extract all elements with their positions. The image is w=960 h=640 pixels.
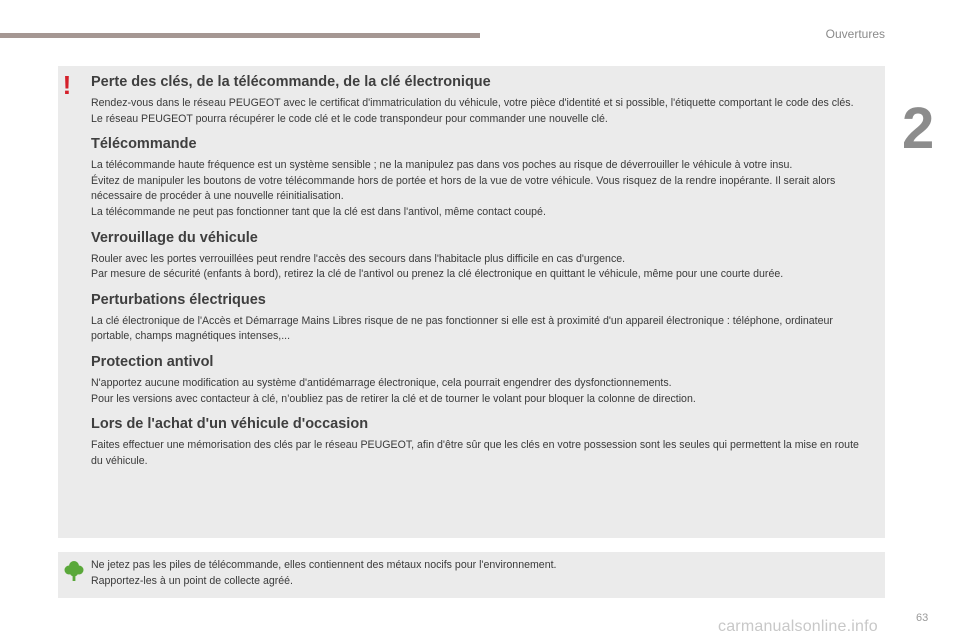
eco-paragraph: Rapportez-les à un point de collecte agréé. xyxy=(91,574,293,587)
section-paragraph: Faites effectuer une mémorisation des clés par le réseau PEUGEOT, afin d'être sûr que les clés en votre possession sont les seules qui permettent la mise en route du véhicule. xyxy=(91,439,859,467)
section-title: Ouvertures xyxy=(825,27,885,41)
page-number: 63 xyxy=(916,612,929,624)
header-bar xyxy=(0,33,480,38)
eco-paragraph: Ne jetez pas les piles de télécommande, elles contiennent des métaux nocifs pour l'environnement. xyxy=(91,559,557,571)
warning-title: Perte des clés, de la télécommande, de la clé électronique xyxy=(91,74,491,90)
section-paragraph: Pour les versions avec contacteur à clé, n’oubliez pas de retirer la clé et de tourner le volant pour bloquer la colonne de direction. xyxy=(91,392,696,405)
section-paragraph: La télécommande haute fréquence est un système sensible ; ne la manipulez pas dans vos poches au risque de déverrouiller le véhicule à votre insu. xyxy=(91,159,793,172)
section-title-perturbations: Perturbations électriques xyxy=(91,291,266,308)
section-paragraph: La télécommande ne peut pas fonctionner tant que la clé est dans l'antivol, même contact coupé. xyxy=(91,205,546,218)
section-paragraph: N'apportez aucune modification au système d'antidémarrage électronique, cela pourrait engendrer des dysfonctionnements. xyxy=(91,376,672,389)
section-paragraph: Évitez de manipuler les boutons de votre télécommande hors de portée et hors de la vue de votre véhicule. Vous risquez de la rendre inopérante. Il serait alors nécessaire de procéder à une nouvelle réinitialisation. xyxy=(91,174,836,203)
eco-note-box xyxy=(58,552,885,598)
chapter-number: 2 xyxy=(902,96,935,161)
warning-paragraph: Le réseau PEUGEOT pourra récupérer le code clé et le code transpondeur pour commander une nouvelle clé. xyxy=(91,112,608,125)
warning-paragraph: Rendez-vous dans le réseau PEUGEOT avec le certificat d'immatriculation du véhicule, votre pièce d'identité et si possible, l'étiquette comportant le code des clés. xyxy=(91,97,854,109)
exclamation-icon: ! xyxy=(62,70,72,100)
section-paragraph: Par mesure de sécurité (enfants à bord), retirez la clé de l'antivol ou prenez la clé électronique en quittant le véhicule, même pour une courte durée. xyxy=(91,268,784,281)
section-title-protection: Protection antivol xyxy=(91,353,214,370)
warning-box xyxy=(58,66,885,538)
section-paragraph: Rouler avec les portes verrouillées peut rendre l'accès des secours dans l'habitacle plus difficile en cas d'urgence. xyxy=(91,252,626,265)
section-title-telecommande: Télécommande xyxy=(91,136,197,153)
watermark: carmanualsonline.info xyxy=(718,618,878,635)
section-title-occasion: Lors de l'achat d'un véhicule d'occasion xyxy=(91,416,369,433)
tree-icon xyxy=(64,560,84,582)
section-title-verrouillage: Verrouillage du véhicule xyxy=(91,229,258,246)
section-paragraph: La clé électronique de l'Accès et Démarrage Mains Libres risque de ne pas fonctionner si elle est à proximité d'un appareil électronique : téléphone, ordinateur portable, champs magnétiques intenses,... xyxy=(91,314,833,343)
